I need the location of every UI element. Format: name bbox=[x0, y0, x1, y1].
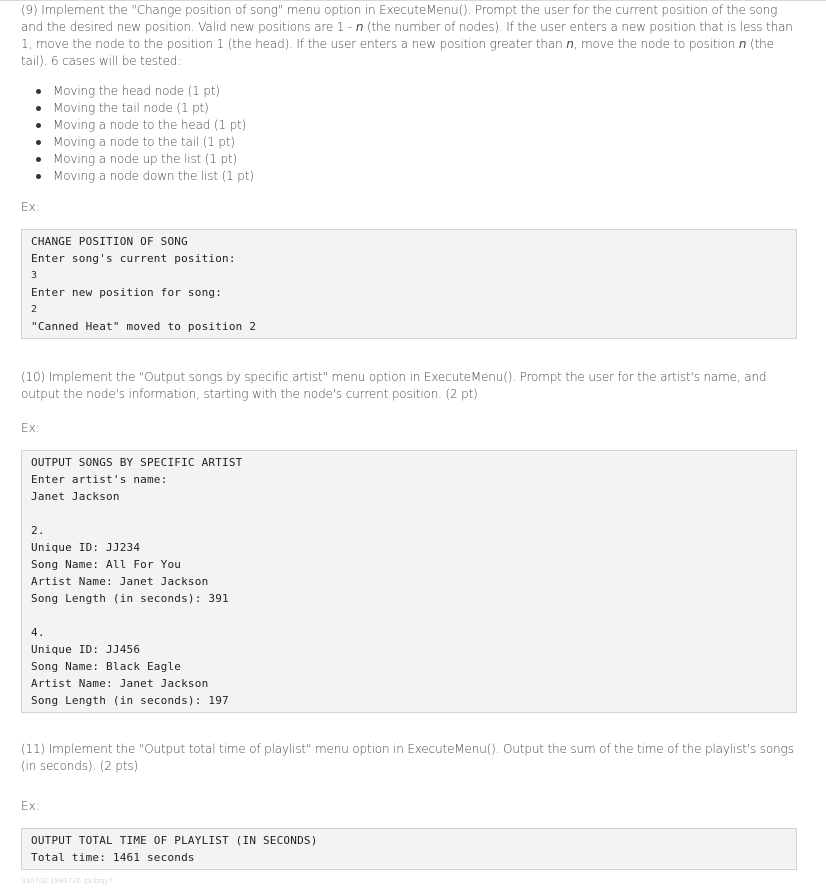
bullet-icon bbox=[36, 89, 41, 94]
footer-identifier: 330700.1984726.qx3zqy7 bbox=[21, 877, 114, 885]
code-line: CHANGE POSITION OF SONG bbox=[31, 235, 188, 248]
bullet-icon bbox=[36, 123, 41, 128]
code-line: Artist Name: Janet Jackson bbox=[31, 575, 209, 588]
code-line: Unique ID: JJ456 bbox=[31, 643, 141, 656]
bullet-icon bbox=[36, 106, 41, 111]
section-11-description: (11) Implement the "Output total time of playlist" menu option in ExecuteMenu(). Output the sum of the time of the playlist's songs (in seconds). (2 pts) bbox=[21, 742, 794, 773]
code-line: Total time: 1461 seconds bbox=[31, 851, 195, 864]
code-line: 2. bbox=[31, 524, 45, 537]
code-line: Song Name: Black Eagle bbox=[31, 660, 182, 673]
list-item: Moving the tail node (1 pt) bbox=[21, 100, 799, 117]
code-line: Janet Jackson bbox=[31, 490, 120, 503]
assignment-content bbox=[21, 0, 799, 870]
code-input-line: 2 bbox=[31, 304, 38, 315]
list-item: Moving a node up the list (1 pt) bbox=[21, 151, 799, 168]
section-10-description: (10) Implement the "Output songs by specific artist" menu option in ExecuteMenu(). Prompt the user for the artist's name, and output the node's information, starting with the node's current position. (2 pt) bbox=[21, 370, 767, 401]
section-11-example-output bbox=[21, 828, 797, 870]
code-line: Song Length (in seconds): 391 bbox=[31, 592, 229, 605]
section-10-example-output bbox=[21, 450, 797, 713]
section-11-example-label: Ex: bbox=[21, 799, 40, 813]
list-item: Moving a node to the head (1 pt) bbox=[21, 117, 799, 134]
bullet-icon bbox=[36, 157, 41, 162]
code-input-line: 3 bbox=[31, 270, 38, 281]
code-line: 4. bbox=[31, 626, 45, 639]
section-9-description: (9) Implement the "Change position of song" menu option in ExecuteMenu(). Prompt the user for the current position of the song and the desired new position. Valid new positions are 1 - n (the number of nodes). If the user enters a new position that is less than 1, move the node to the position 1 (the head). If the user enters a new position greater than n, move the node to position n (the tail). 6 cases will be tested: bbox=[21, 3, 793, 68]
section-10-example-label: Ex: bbox=[21, 421, 40, 435]
bullet-icon bbox=[36, 174, 41, 179]
code-line: OUTPUT SONGS BY SPECIFIC ARTIST bbox=[31, 456, 243, 469]
section-9-test-cases bbox=[21, 83, 799, 185]
code-line: OUTPUT TOTAL TIME OF PLAYLIST (IN SECONDS) bbox=[31, 834, 318, 847]
code-line: Enter song's current position: bbox=[31, 252, 236, 265]
code-line: Song Length (in seconds): 197 bbox=[31, 694, 229, 707]
list-item: Moving a node down the list (1 pt) bbox=[21, 168, 799, 185]
section-9-example-label: Ex: bbox=[21, 200, 40, 214]
section-9-example-output bbox=[21, 229, 797, 339]
list-item: Moving the head node (1 pt) bbox=[21, 83, 799, 100]
blank-line bbox=[31, 607, 787, 624]
code-line: Song Name: All For You bbox=[31, 558, 182, 571]
code-line: Enter artist's name: bbox=[31, 473, 168, 486]
bullet-icon bbox=[36, 140, 41, 145]
code-line: "Canned Heat" moved to position 2 bbox=[31, 320, 257, 333]
blank-line bbox=[31, 505, 787, 522]
list-item: Moving a node to the tail (1 pt) bbox=[21, 134, 799, 151]
code-line: Enter new position for song: bbox=[31, 286, 223, 299]
code-line: Artist Name: Janet Jackson bbox=[31, 677, 209, 690]
code-line: Unique ID: JJ234 bbox=[31, 541, 141, 554]
